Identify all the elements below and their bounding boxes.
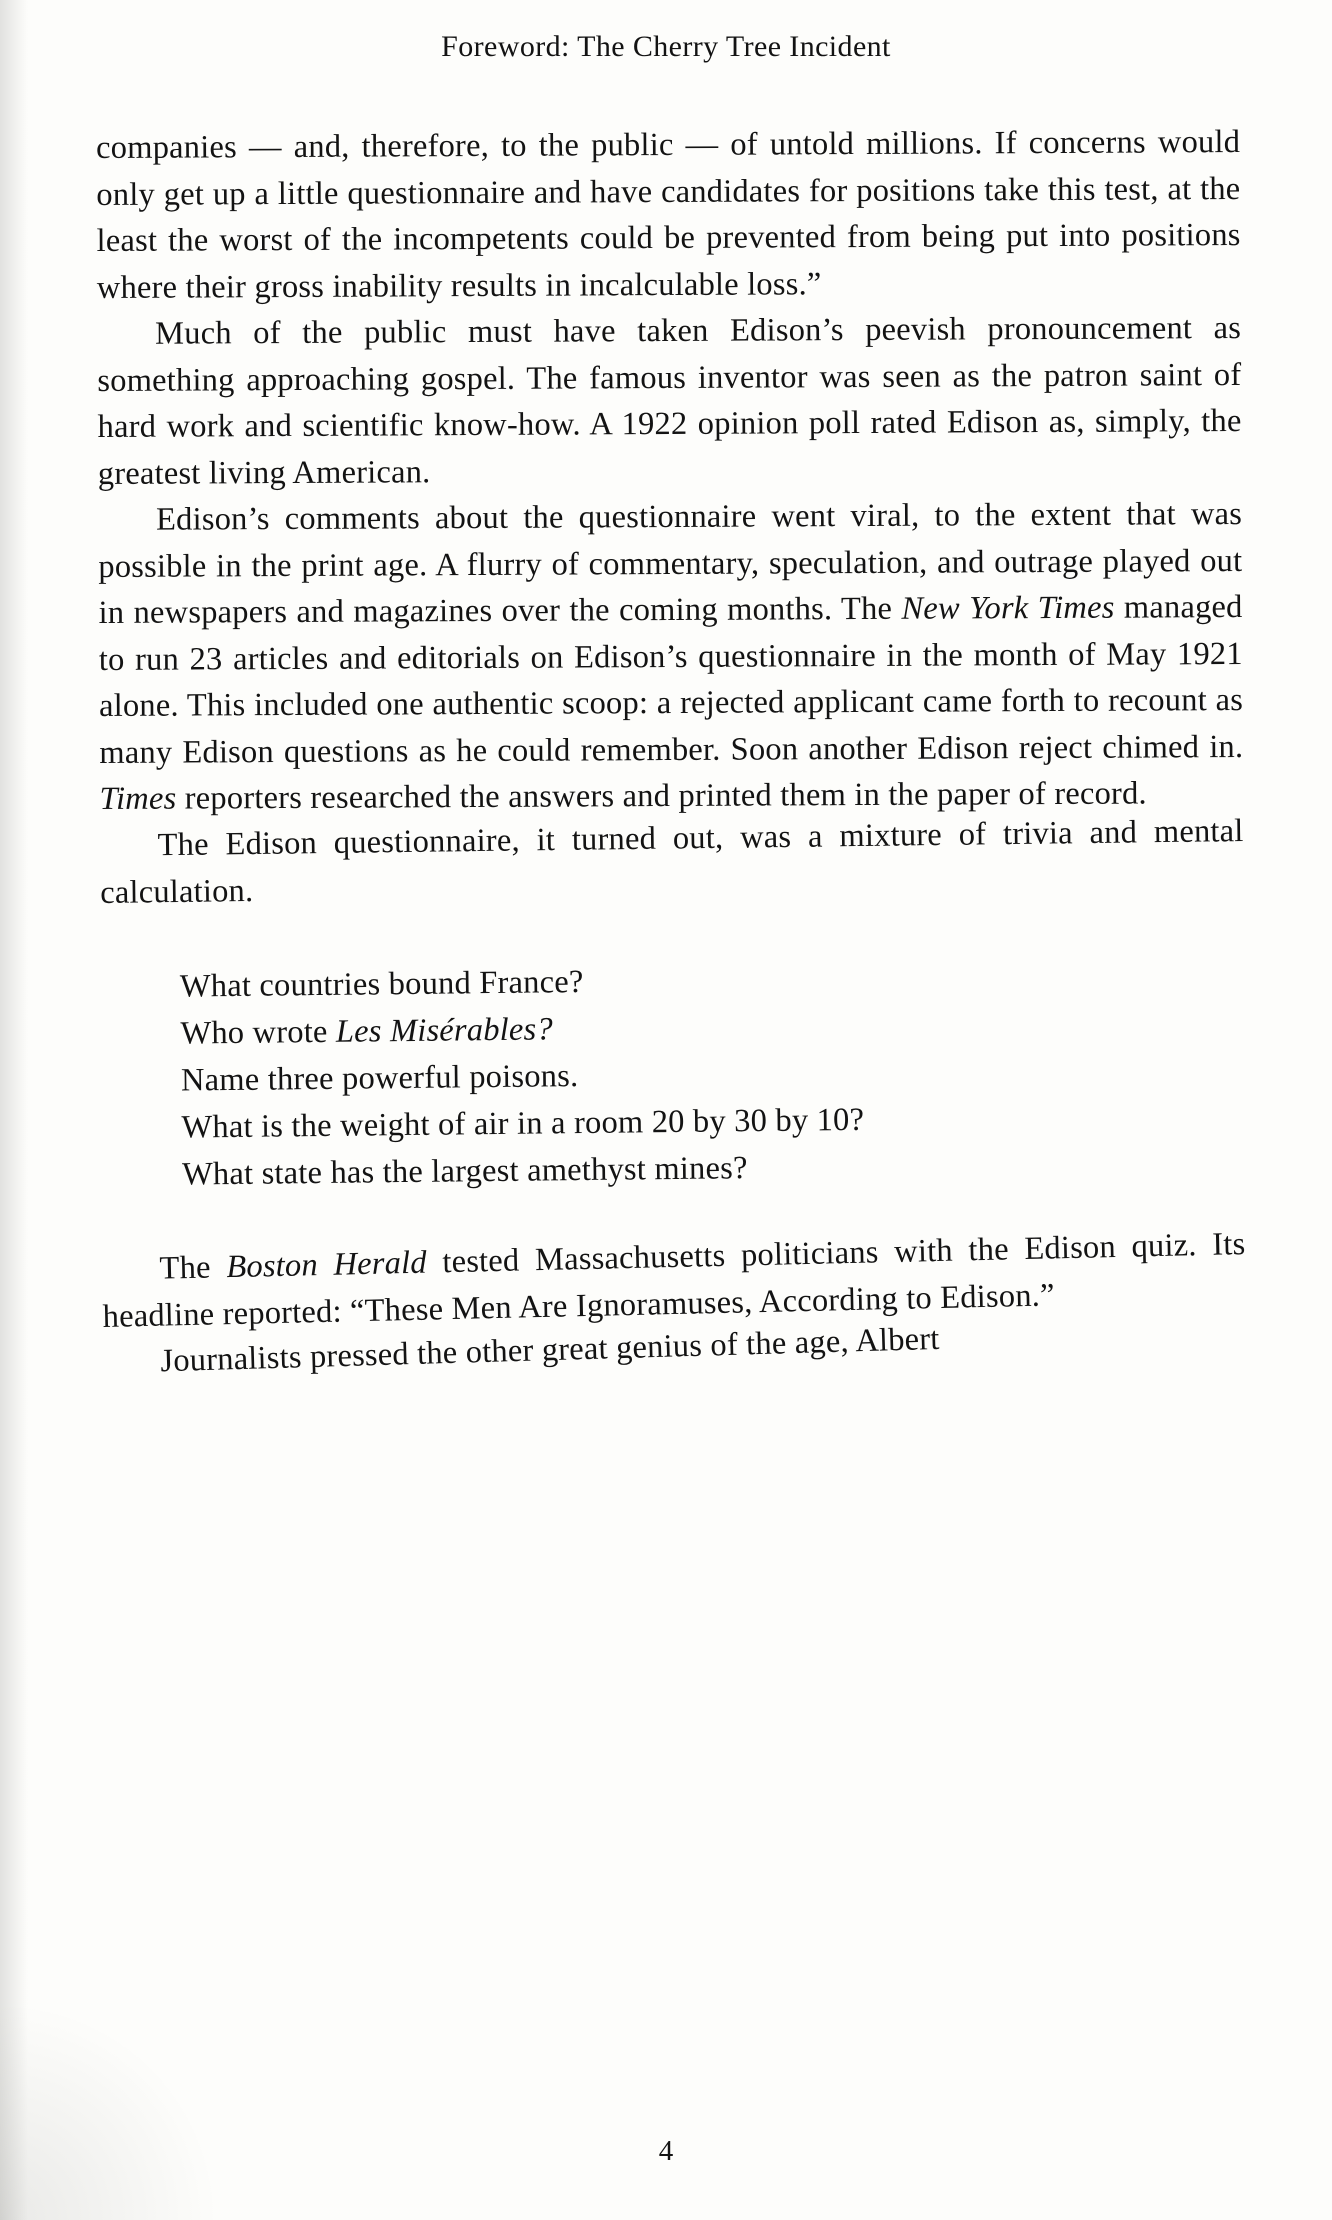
text-run: Who wrote: [180, 1013, 337, 1052]
running-header: Foreword: The Cherry Tree Incident: [441, 30, 891, 63]
text-run: Name three powerful poisons.: [180, 1057, 579, 1099]
text-run: Much of the public must have taken Edison’s peevish pronouncement as something approaching gospel. The famous inventor was seen as the patron saint of hard work and scientific know-how. A 1922 opinion poll rated Edison as, simply, the greatest living American.: [97, 310, 1242, 492]
italic-text-run: Boston Herald: [225, 1244, 428, 1285]
text-run: Edison’s comments about the questionnaire went viral, to the extent that was possible in the print age. A flurry of commentary, speculation, and outrage played out in newspapers and magazines over the coming months. The: [98, 495, 1243, 631]
text-run: Journalists pressed the other great genius of the age, Albert: [159, 1320, 941, 1379]
body-paragraph: [98, 491, 1244, 822]
italic-text-run: Les Misérables?: [335, 1010, 554, 1050]
text-run: What is the weight of air in a room 20 by 30 by 10?: [181, 1101, 865, 1146]
text-block: [96, 119, 1247, 1386]
text-run: What state has the largest amethyst mines?: [181, 1149, 748, 1193]
text-run: What countries bound France?: [179, 963, 584, 1005]
text-run: The Edison questionnaire, it turned out, was a mixture of trivia and mental calculation.: [99, 812, 1244, 910]
text-run: tested Massachusetts politicians with the Edison quiz. Its headline reported: “These Men Are Ignoramuses, According to Edison.”: [102, 1225, 1246, 1334]
text-run: reporters researched the answers and printed them in the paper of record.: [176, 775, 1147, 817]
block-quote: [180, 951, 1247, 1198]
body-paragraph: [99, 808, 1244, 916]
text-run: The: [159, 1248, 227, 1287]
text-run: companies — and, therefore, to the public — of untold millions. If concerns would only get up a little questionnaire and have candidates for positions take this test, at the least the worst of the incompetents could be prevented from being put into positions where their gross inability results in incalculable loss.”: [96, 124, 1241, 306]
italic-text-run: New York Times: [901, 589, 1115, 627]
page-number: 4: [658, 2135, 674, 2167]
italic-text-run: Times: [99, 780, 177, 817]
body-paragraph: [96, 119, 1241, 311]
body-paragraph: [97, 305, 1242, 497]
text-run: managed to run 23 articles and editorials on Edison’s questionnaire in the month of May 1921 alone. This included one authentic scoop: a rejected applicant came forth to recount as many Edison questions as he could remember. Soon another Edison reject chimed in.: [98, 588, 1244, 771]
